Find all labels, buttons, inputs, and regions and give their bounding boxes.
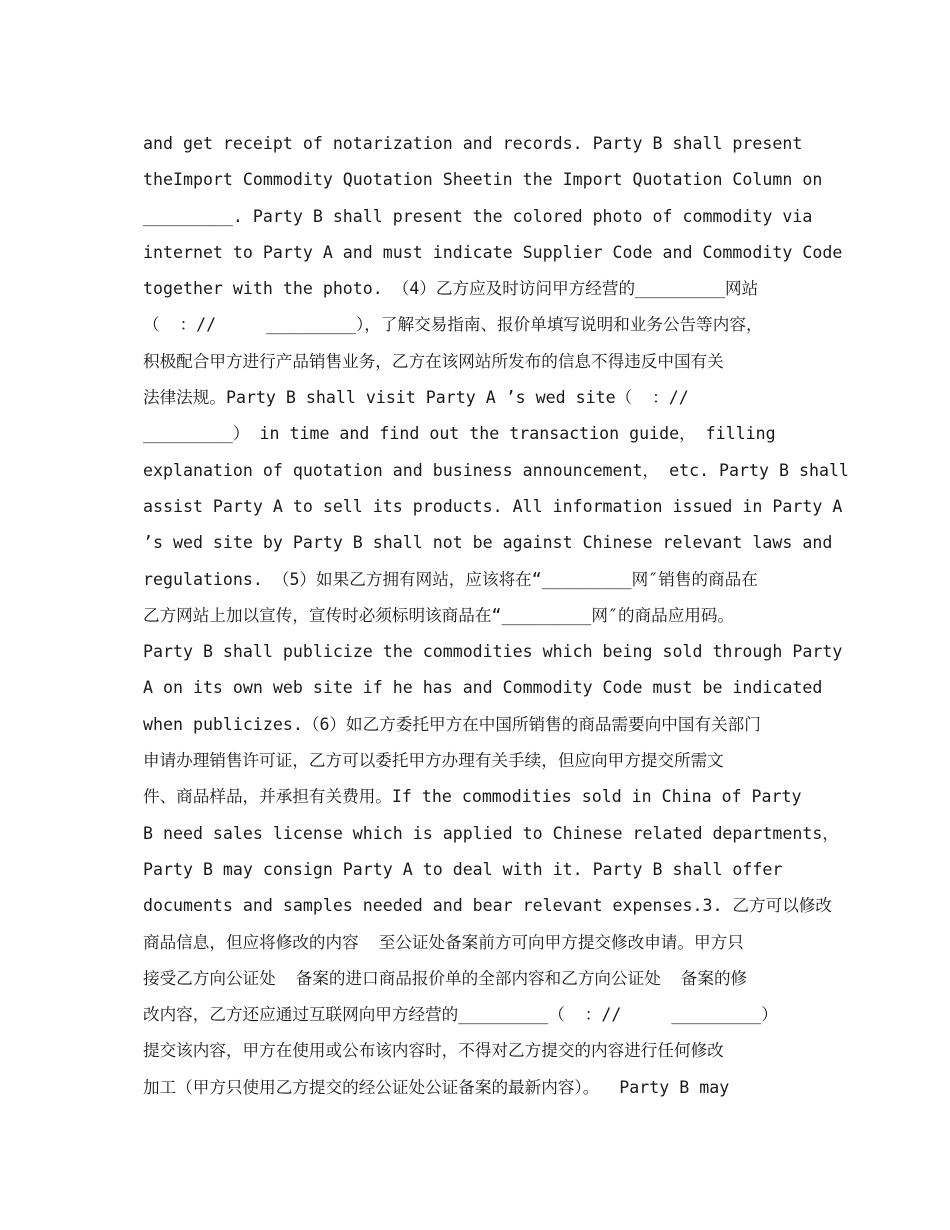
text-line-24: 接受乙方向公证处 备案的进口商品报价单的全部内容和乙方向公证处 备案的修 xyxy=(143,968,748,988)
text-line-18: 申请办理销售许可证，乙方可以委托甲方办理有关手续，但应向甲方提交所需文 xyxy=(143,751,724,771)
text-line-13: regulations. （5）如果乙方拥有网站，应该将在“_________网″销售的商品在 xyxy=(143,569,758,589)
text-line-2: theImport Commodity Quotation Sheetin the Import Quotation Column on xyxy=(143,170,823,190)
text-line-21: Party B may consign Party A to deal with it. Party B shall offer xyxy=(143,859,783,879)
text-line-5: together with the photo. （4）乙方应及时访问甲方经营的_________网站 xyxy=(143,279,759,299)
text-line-3: _________. Party B shall present the colored photo of commodity via xyxy=(143,206,813,226)
text-line-23: 商品信息，但应将修改的内容 至公证处备案前方可向甲方提交修改申请。甲方只 xyxy=(143,932,744,952)
text-line-27: 加工（甲方只使用乙方提交的经公证处公证备案的最新内容）。 Party B may xyxy=(143,1077,730,1097)
text-line-1: and get receipt of notarization and records. Party B shall present xyxy=(143,134,803,153)
text-line-4: internet to Party A and must indicate Supplier Code and Commodity Code xyxy=(143,242,843,262)
text-line-7: 积极配合甲方进行产品销售业务，乙方在该网站所发布的信息不得违反中国有关 xyxy=(143,351,724,371)
text-line-9: _________） in time and find out the transaction guide， filling xyxy=(143,424,776,444)
text-line-11: assist Party A to sell its products. All information issued in Party A xyxy=(143,496,843,516)
contract-text-block xyxy=(143,126,849,1106)
text-line-10: explanation of quotation and business announcement， etc. Party B shall xyxy=(143,460,849,480)
text-line-20: B need sales license which is applied to Chinese related departments， xyxy=(143,823,839,843)
text-line-19: 件、商品样品，并承担有关费用。If the commodities sold in China of Party xyxy=(143,787,802,807)
text-line-6: （ ：// _________），了解交易指南、报价单填写说明和业务公告等内容， xyxy=(143,315,763,335)
text-line-25: 改内容，乙方还应通过互联网向甲方经营的_________（ ：// _________） xyxy=(143,1005,778,1025)
text-line-17: when publicizes.（6）如乙方委托甲方在中国所销售的商品需要向中国有关部门 xyxy=(143,714,761,734)
text-line-12: ’s wed site by Party B shall not be against Chinese relevant laws and xyxy=(143,533,833,553)
text-line-16: A on its own web site if he has and Commodity Code must be indicated xyxy=(143,678,823,698)
text-line-26: 提交该内容，甲方在使用或公布该内容时，不得对乙方提交的内容进行任何修改 xyxy=(143,1041,724,1061)
text-line-22: documents and samples needed and bear relevant expenses.3. 乙方可以修改 xyxy=(143,896,832,916)
text-line-8: 法律法规。Party B shall visit Party A ’s wed site（ ：// xyxy=(143,388,689,408)
text-line-15: Party B shall publicize the commodities which being sold through Party xyxy=(143,642,843,662)
text-line-14: 乙方网站上加以宣传，宣传时必须标明该商品在“_________网″的商品应用码。 xyxy=(143,605,735,625)
